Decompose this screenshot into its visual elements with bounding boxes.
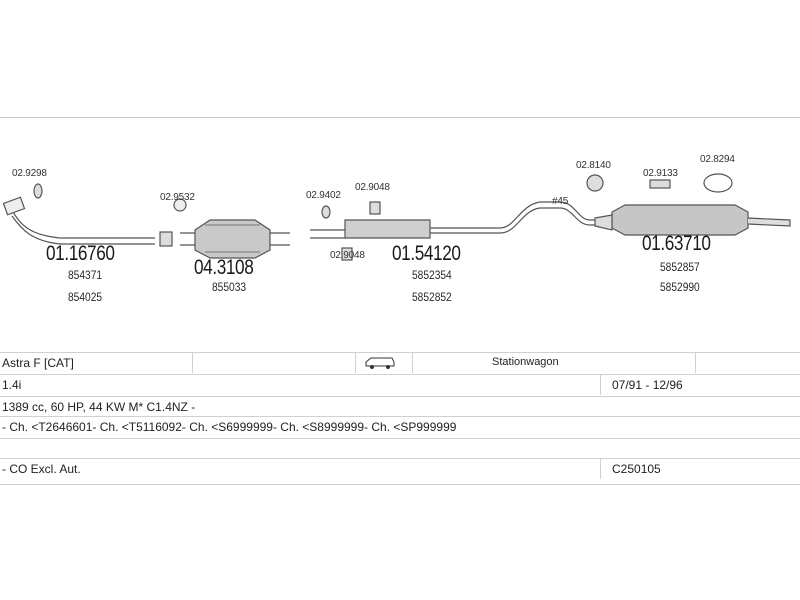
front-silencer-icon (345, 220, 430, 238)
part-ref-854371: 854371 (68, 268, 103, 282)
table-row (0, 484, 800, 485)
engine-cell: 1.4i (2, 378, 22, 392)
table-row (0, 352, 800, 373)
exhaust-diagram (0, 120, 800, 350)
pipe-diameter-label: #45 (552, 196, 569, 207)
model-cell: Astra F [CAT] (2, 356, 74, 370)
part-ref-5852857: 5852857 (660, 260, 700, 274)
mount-8140-icon (587, 175, 603, 191)
part-code-8140: 02.8140 (576, 160, 611, 171)
clamp-9133-icon (650, 180, 670, 188)
part-ref-5852354: 5852354 (412, 268, 452, 282)
chassis-cell: - Ch. <T2646601- Ch. <T5116092- Ch. <S6999999- Ch. <S8999999- Ch. <SP999999 (2, 420, 457, 434)
front-pipe (12, 210, 155, 238)
station-wagon-icon (364, 357, 396, 372)
extra-cell: - CO Excl. Aut. (2, 462, 81, 476)
front-flange-icon (595, 215, 612, 230)
part-main-54120: 01.54120 (392, 242, 461, 265)
top-divider (0, 117, 800, 118)
middle-pipe (430, 202, 610, 228)
ring-8294-icon (704, 174, 732, 192)
part-code-9048-b: 02.9048 (330, 250, 365, 261)
date-range-cell: 07/91 - 12/96 (612, 378, 683, 392)
clamp-9402-icon (322, 206, 330, 218)
part-code-8294: 02.8294 (700, 154, 735, 165)
part-ref-854025: 854025 (68, 290, 103, 304)
part-code-9133: 02.9133 (643, 168, 678, 179)
table-row (0, 458, 800, 479)
hanger-9048-icon (370, 202, 380, 214)
part-main-3108: 04.3108 (194, 256, 254, 279)
spec-cell: 1389 cc, 60 HP, 44 KW M* C1.4NZ - (2, 400, 196, 414)
tail-pipe (748, 218, 790, 226)
part-code-9048-a: 02.9048 (355, 182, 390, 193)
part-code-9298: 02.9298 (12, 168, 47, 179)
table-row (0, 374, 800, 395)
table-row (0, 416, 800, 437)
part-code-9532: 02.9532 (160, 192, 195, 203)
gasket-icon (34, 184, 42, 198)
rear-silencer-icon (612, 205, 748, 235)
table-row (0, 438, 800, 459)
part-main-16760: 01.16760 (46, 242, 115, 265)
body-type-cell: Stationwagon (492, 356, 559, 368)
part-main-63710: 01.63710 (642, 232, 711, 255)
part-code-9402: 02.9402 (306, 190, 341, 201)
part-ref-855033: 855033 (212, 280, 247, 294)
part-ref-5852852: 5852852 (412, 290, 452, 304)
part-ref-5852990: 5852990 (660, 280, 700, 294)
table-row (0, 396, 800, 417)
flange-icon (3, 197, 24, 214)
catalog-cell: C250105 (612, 462, 661, 476)
